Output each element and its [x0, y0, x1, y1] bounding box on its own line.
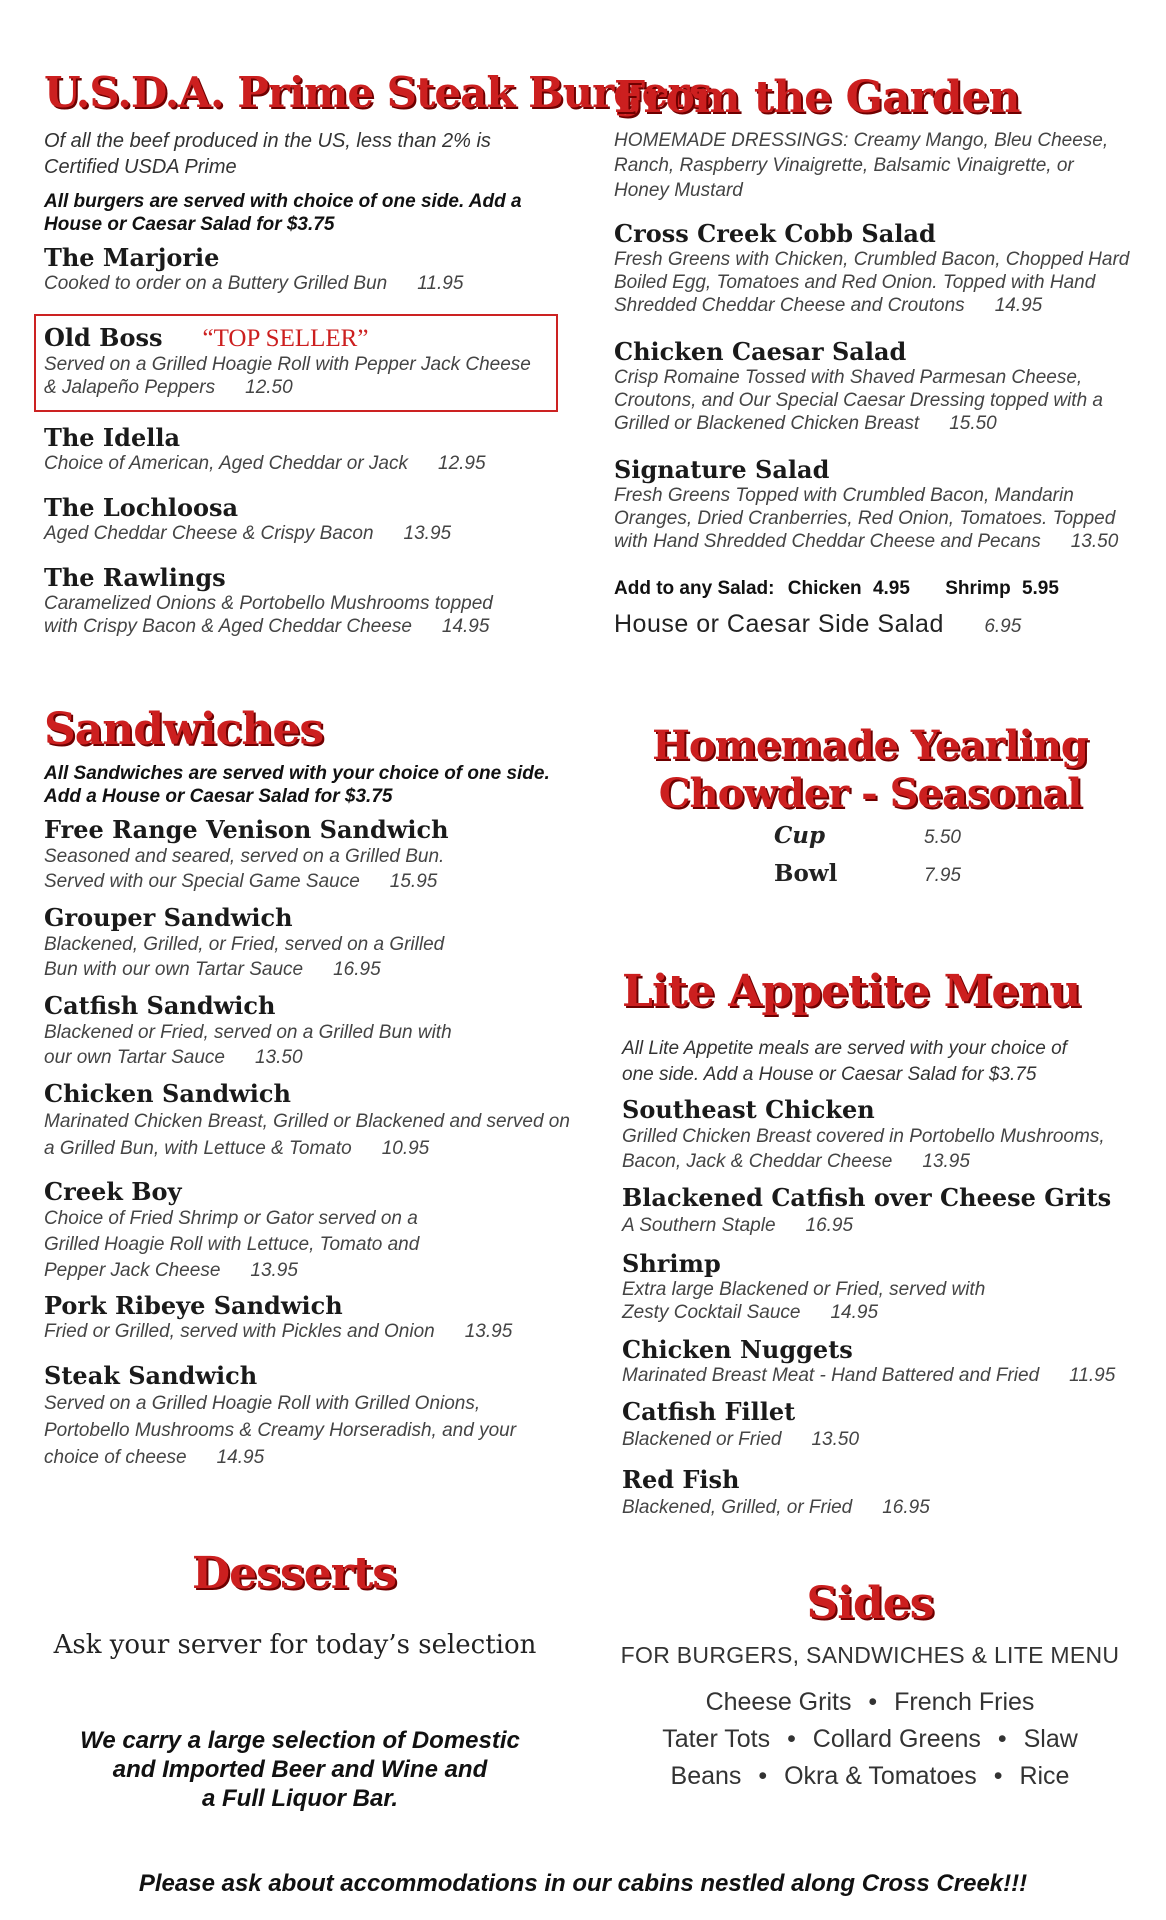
chowder-title-line1: Homemade Yearling: [652, 722, 1088, 769]
bar-line3: a Full Liquor Bar.: [201, 1785, 399, 1812]
item-name: Chicken Sandwich: [44, 1079, 291, 1108]
side-item: Slaw: [1023, 1725, 1078, 1753]
item-name: Cross Creek Cobb Salad: [614, 219, 936, 248]
item-name: Free Range Venison Sandwich: [44, 815, 449, 844]
item-name: The Marjorie: [44, 243, 220, 272]
menu-item-old-boss: [44, 324, 544, 399]
chowder-title: [600, 722, 1140, 818]
item-price: 13.95: [403, 523, 452, 544]
bullet: •: [868, 1688, 878, 1716]
chowder-cup-price: 5.50: [924, 827, 961, 848]
sides-row-1: [600, 1684, 1140, 1721]
item-desc: Crisp Romaine Tossed with Shaved Parmesan Cheese, Croutons, and Our Special Caesar Dressing topped with a Grilled or Blackened Chicken Breast: [614, 367, 1103, 434]
bar-statement: [40, 1726, 560, 1813]
item-desc: Blackened or Fried: [622, 1429, 782, 1450]
addon-chicken-price: 4.95: [872, 578, 910, 599]
item-name: The Rawlings: [44, 563, 226, 592]
salad-addons: [614, 578, 1059, 600]
side-item: Okra & Tomatoes: [784, 1762, 977, 1790]
item-price: 13.95: [250, 1260, 298, 1281]
item-desc: Marinated Chicken Breast, Grilled or Blackened and served on a Grilled Bun, with Lettuce & Tomato: [44, 1111, 570, 1159]
menu-item-catfish-sandwich: [44, 992, 464, 1070]
item-price: 13.95: [464, 1321, 513, 1342]
item-price: 15.50: [949, 413, 997, 434]
sides-row-2: [600, 1721, 1140, 1758]
item-price: 10.95: [381, 1138, 430, 1159]
item-price: 13.50: [254, 1047, 303, 1068]
lite-side-note: All Lite Appetite meals are served with your choice of one side. Add a House or Caesar Salad for $3.75: [622, 1038, 1067, 1085]
garden-title: From the Garden: [614, 72, 1020, 123]
item-price: 14.95: [994, 295, 1043, 316]
item-desc: Served on a Grilled Hoagie Roll with Grilled Onions, Portobello Mushrooms & Creamy Horseradish, and your choice of cheese: [44, 1393, 517, 1468]
sides-row-3: [600, 1758, 1140, 1795]
item-desc: Grilled Chicken Breast covered in Portobello Mushrooms, Bacon, Jack & Cheddar Cheese: [622, 1126, 1105, 1172]
item-desc: Marinated Breast Meat - Hand Battered and Fried: [622, 1365, 1040, 1386]
side-salad-price: 6.95: [984, 616, 1022, 637]
menu-item-shrimp: [622, 1250, 1012, 1324]
item-name: Grouper Sandwich: [44, 903, 293, 932]
item-desc: Extra large Blackened or Fried, served with Zesty Cocktail Sauce: [622, 1279, 986, 1323]
item-name: Signature Salad: [614, 455, 830, 484]
item-name: Chicken Nuggets: [622, 1335, 853, 1364]
item-desc: Seasoned and seared, served on a Grilled Bun. Served with our Special Game Sauce: [44, 846, 445, 892]
item-price: 13.50: [1070, 531, 1119, 552]
addon-shrimp-price: 5.95: [1021, 578, 1059, 599]
menu-item-blackened-catfish: [622, 1184, 1152, 1240]
sides-list: [600, 1684, 1140, 1795]
item-desc: Choice of Fried Shrimp or Gator served on a Grilled Hoagie Roll with Lettuce, Tomato and Pepper Jack Cheese: [44, 1208, 420, 1281]
side-item: Tater Tots: [662, 1725, 771, 1753]
bullet: •: [997, 1725, 1007, 1753]
burgers-side-note: All burgers are served with choice of one side. Add a House or Caesar Salad for $3.75: [44, 191, 522, 235]
item-desc: Blackened, Grilled, or Fried: [622, 1497, 853, 1518]
side-item: French Fries: [894, 1688, 1035, 1716]
item-desc: A Southern Staple: [622, 1215, 776, 1236]
footer-cabins: Please ask about accommodations in our cabins nestled along Cross Creek!!!: [138, 1870, 1028, 1897]
item-price: 13.95: [922, 1151, 970, 1172]
item-name: Blackened Catfish over Cheese Grits: [622, 1183, 1112, 1212]
sides-title: Sides: [806, 1578, 934, 1629]
menu-item-red-fish: [622, 1466, 1142, 1522]
item-price: 15.95: [389, 871, 438, 892]
chowder-title-line2: Chowder - Seasonal: [658, 770, 1082, 817]
item-price: 16.95: [333, 959, 381, 980]
bullet: •: [787, 1725, 796, 1753]
menu-item-signature-salad: [614, 456, 1134, 553]
desserts-title: Desserts: [192, 1548, 396, 1599]
side-item: Collard Greens: [812, 1725, 981, 1753]
item-desc: Fresh Greens with Chicken, Crumbled Bacon, Chopped Hard Boiled Egg, Tomatoes and Red Onion. Topped with Hand Shredded Cheddar Cheese and Croutons: [614, 249, 1130, 316]
lite-title: Lite Appetite Menu: [622, 966, 1081, 1017]
item-name: Southeast Chicken: [622, 1095, 875, 1124]
item-desc: Served on a Grilled Hoagie Roll with Pepper Jack Cheese & Jalapeño Peppers: [44, 354, 531, 398]
item-name: Shrimp: [622, 1249, 721, 1278]
chowder-bowl-price: 7.95: [924, 865, 961, 886]
burgers-intro: Of all the beef produced in the US, less than 2% is Certified USDA Prime: [44, 130, 491, 178]
item-desc: Fresh Greens Topped with Crumbled Bacon, Mandarin Oranges, Dried Cranberries, Red Onion, Tomatoes. Topped with Hand Shredded Cheddar Cheese and Pecans: [614, 485, 1116, 552]
menu-item-creek-boy: [44, 1178, 444, 1284]
bar-line2: and Imported Beer and Wine and: [112, 1756, 488, 1783]
menu-item-the-rawlings: [44, 564, 524, 638]
chowder-bowl-label: Bowl: [774, 860, 838, 887]
burgers-title: U.S.D.A. Prime Steak Burgers: [44, 68, 712, 117]
item-price: 11.95: [1069, 1365, 1116, 1386]
addon-shrimp: Shrimp: [945, 578, 1011, 599]
item-name: Catfish Sandwich: [44, 991, 276, 1020]
menu-item-pork-ribeye-sandwich: [44, 1292, 584, 1343]
menu-item-venison-sandwich: [44, 816, 464, 894]
item-name: The Idella: [44, 423, 180, 452]
top-seller-badge: “TOP SELLER”: [202, 325, 369, 352]
item-price: 12.50: [245, 377, 293, 398]
item-desc: Fried or Grilled, served with Pickles and Onion: [44, 1321, 435, 1342]
item-price: 14.95: [830, 1302, 879, 1323]
item-name: Catfish Fillet: [622, 1397, 796, 1426]
item-price: 11.95: [417, 273, 464, 294]
item-price: 12.95: [438, 453, 486, 474]
item-name: Red Fish: [622, 1465, 740, 1494]
menu-item-cobb-salad: [614, 220, 1134, 317]
chowder-cup-label: Cup: [774, 822, 826, 849]
desserts-text: Ask your server for today’s selection: [53, 1630, 537, 1660]
sandwiches-title: Sandwiches: [44, 704, 324, 755]
addons-label: Add to any Salad:: [614, 578, 775, 599]
side-item: Beans: [670, 1762, 742, 1790]
garden-dressings: HOMEMADE DRESSINGS: Creamy Mango, Bleu Cheese, Ranch, Raspberry Vinaigrette, Balsamic Vinaigrette, or Honey Mustard: [614, 130, 1109, 201]
item-name: Creek Boy: [44, 1177, 182, 1206]
item-desc: Cooked to order on a Buttery Grilled Bun: [44, 273, 388, 294]
menu-item-the-lochloosa: [44, 494, 564, 545]
item-name: Pork Ribeye Sandwich: [44, 1291, 343, 1320]
menu-item-the-marjorie: [44, 244, 564, 295]
item-name: The Lochloosa: [44, 493, 239, 522]
menu-item-southeast-chicken: [622, 1096, 1142, 1174]
side-salad: [614, 610, 1021, 639]
menu-item-steak-sandwich: [44, 1362, 544, 1471]
item-name: Old Boss: [44, 323, 163, 352]
side-item: Rice: [1019, 1762, 1070, 1790]
menu-item-grouper-sandwich: [44, 904, 464, 982]
item-price: 14.95: [216, 1447, 265, 1468]
item-price: 16.95: [882, 1497, 930, 1518]
item-desc: Caramelized Onions & Portobello Mushrooms topped with Crispy Bacon & Aged Cheddar Cheese: [44, 593, 493, 637]
menu-item-the-idella: [44, 424, 564, 475]
side-item: Cheese Grits: [705, 1688, 852, 1716]
addon-chicken: Chicken: [787, 578, 862, 599]
bullet: •: [758, 1762, 768, 1790]
item-desc: Choice of American, Aged Cheddar or Jack: [44, 453, 408, 474]
sandwiches-side-note: All Sandwiches are served with your choice of one side. Add a House or Caesar Salad for $3.75: [44, 763, 550, 807]
menu-item-chicken-nuggets: [622, 1336, 1162, 1387]
sides-subtitle: FOR BURGERS, SANDWICHES & LITE MENU: [620, 1642, 1120, 1668]
item-desc: Blackened or Fried, served on a Grilled Bun with our own Tartar Sauce: [44, 1022, 452, 1068]
bullet: •: [993, 1762, 1003, 1790]
item-price: 16.95: [805, 1215, 854, 1236]
item-name: Chicken Caesar Salad: [614, 337, 907, 366]
item-desc: Blackened, Grilled, or Fried, served on a Grilled Bun with our own Tartar Sauce: [44, 934, 445, 980]
item-price: 14.95: [441, 616, 490, 637]
item-name: Steak Sandwich: [44, 1361, 258, 1390]
item-price: 13.50: [811, 1429, 860, 1450]
bar-line1: We carry a large selection of Domestic: [80, 1727, 520, 1754]
menu-item-catfish-fillet: [622, 1398, 1142, 1454]
side-salad-name: House or Caesar Side Salad: [614, 610, 944, 638]
item-desc: Aged Cheddar Cheese & Crispy Bacon: [44, 523, 374, 544]
menu-item-chicken-sandwich: [44, 1080, 584, 1162]
menu-item-chicken-caesar-salad: [614, 338, 1114, 435]
